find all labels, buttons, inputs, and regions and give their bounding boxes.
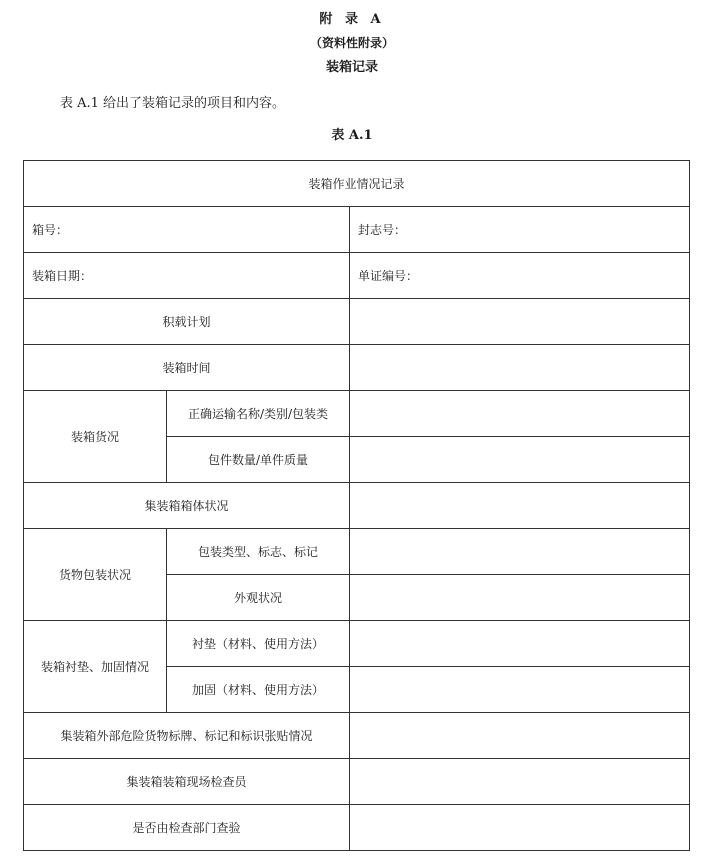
package-status-sub1-value [350,529,690,575]
intro-paragraph: 表 A.1 给出了装箱记录的项目和内容。 [60,96,286,111]
inspector-value [350,759,690,805]
seal-no-field: 封志号： [350,207,690,253]
dept-inspection-label: 是否由检查部门查验 [24,805,350,851]
placards-value [350,713,690,759]
package-status-sub2: 外观状况 [167,575,350,621]
inspector-label: 集装箱装箱现场检查员 [24,759,350,805]
packing-time-value [350,345,690,391]
dunnage-sub1-value [350,621,690,667]
table-caption: 表 A.1 [331,128,373,143]
cargo-status-sub1: 正确运输名称/类别/包装类 [167,391,350,437]
package-status-sub1: 包装类型、标志、标记 [167,529,350,575]
packing-date-field: 装箱日期： [24,253,350,299]
dunnage-sub2: 加固（材料、使用方法） [167,667,350,713]
packing-time-label: 装箱时间 [24,345,350,391]
appendix-title: 附 录 A [319,12,385,27]
container-no-field: 箱号： [24,207,350,253]
stowage-plan-value [350,299,690,345]
container-body-value [350,483,690,529]
table-row [24,161,690,207]
stowage-plan-label: 积载计划 [24,299,350,345]
table-row [24,207,690,253]
container-body-label: 集装箱箱体状况 [24,483,350,529]
table-row [24,621,690,667]
table-row [24,713,690,759]
dunnage-label: 装箱衬垫、加固情况 [24,621,167,713]
doc-no-field: 单证编号： [350,253,690,299]
package-status-label: 货物包装状况 [24,529,167,621]
table-row [24,483,690,529]
table-row [24,529,690,575]
dunnage-sub1: 衬垫（材料、使用方法） [167,621,350,667]
appendix-type: （资料性附录） [309,36,394,50]
cargo-status-sub2-value [350,437,690,483]
table-row [24,805,690,851]
packing-record-table [23,160,690,851]
package-status-sub2-value [350,575,690,621]
cargo-status-sub1-value [350,391,690,437]
table-row [24,299,690,345]
appendix-subject: 装箱记录 [325,60,378,75]
table-row [24,253,690,299]
table-row [24,391,690,437]
placards-label: 集装箱外部危险货物标牌、标记和标识张贴情况 [24,713,350,759]
cargo-status-sub2: 包件数量/单件质量 [167,437,350,483]
dunnage-sub2-value [350,667,690,713]
dept-inspection-value [350,805,690,851]
table-row [24,345,690,391]
cargo-status-label: 装箱货况 [24,391,167,483]
table-title: 装箱作业情况记录 [24,161,690,207]
table-row [24,759,690,805]
